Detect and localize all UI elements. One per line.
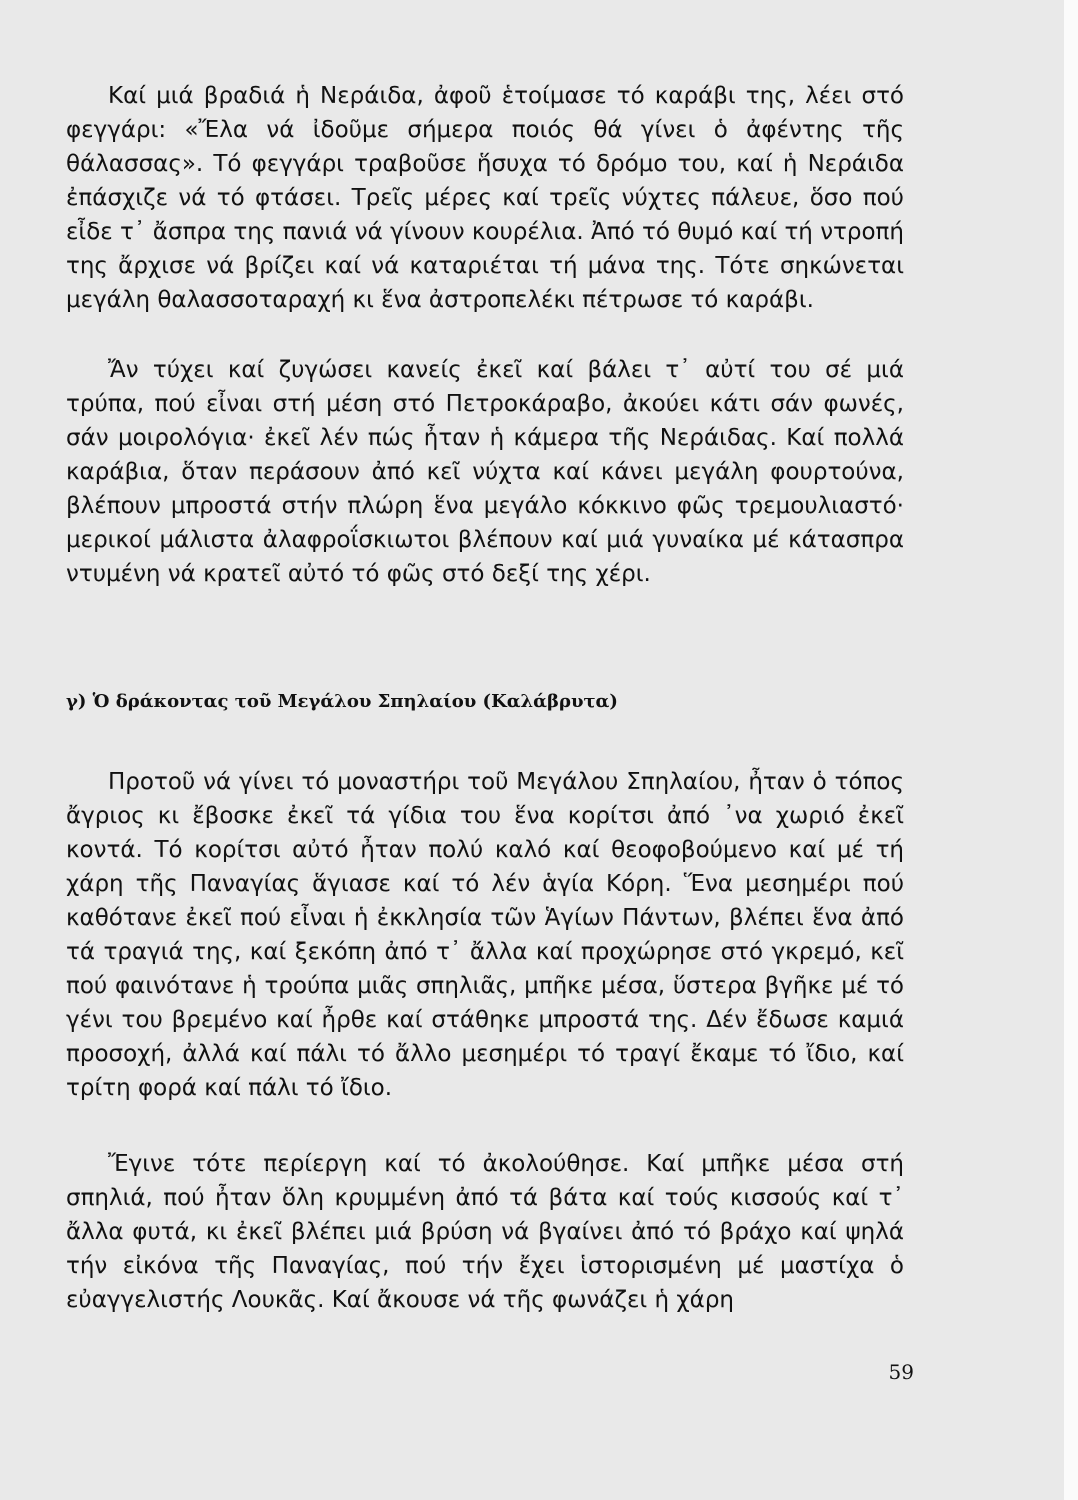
section-heading: γ) Ὁ δράκοντας τοῦ Μεγάλου Σπηλαίου (Καλάβρυτα) bbox=[66, 691, 618, 712]
paragraph-petrokaravo: Ἄν τύχει καί ζυγώσει κανείς ἐκεῖ καί βάλει τ᾿ αὐτί του σέ μιά τρύπα, πού εἶναι στή μέση στό Πετροκάραβο, ἀκούει κάτι σάν φωνές, σάν μοιρολόγια· ἐκεῖ λέν πώς ἦταν ἡ κάμερα τῆς Νεράιδας. Καί πολλά καράβια, ὅταν περάσουν ἀπό κεῖ νύχτα καί κάνει μεγάλη φουρτούνα, βλέπουν μπροστά στήν πλώρη ἕνα μεγάλο κόκκινο φῶς τρεμουλιαστό· μερικοί μάλιστα ἀλαφροΐσκιωτοι βλέπουν καί μιά γυναίκα μέ κάτασπρα ντυμένη νά κρατεῖ αὐτό τό φῶς στό δεξί της χέρι. bbox=[66, 357, 904, 587]
paragraph-cave-spring: Ἔγινε τότε περίεργη καί τό ἀκολούθησε. Καί μπῆκε μέσα στή σπηλιά, πού ἦταν ὅλη κρυμμένη ἀπό τά βάτα καί τούς κισσούς καί τ᾿ ἄλλα φυτά, κι ἐκεῖ βλέπει μιά βρύση νά βγαίνει ἀπό τό βράχο καί ψηλά τήν εἰκόνα τῆς Παναγίας, πού τήν ἔχει ἱστορισμένη μέ μαστίχα ὁ εὐαγγελιστής Λουκᾶς. Καί ἄκουσε νά τῆς φωνάζει ἡ χάρη bbox=[66, 1151, 904, 1313]
paragraph-neraida-ship: Καί μιά βραδιά ἡ Νεράιδα, ἀφοῦ ἑτοίμασε τό καράβι της, λέει στό φεγγάρι: «Ἔλα νά ἰδοῦμε σήμερα ποιός θά γίνει ὁ ἀφέντης τῆς θάλασσας». Τό φεγγάρι τραβοῦσε ἥσυχα τό δρόμο του, καί ἡ Νεράιδα ἐπάσχιζε νά τό φτάσει. Τρεῖς μέρες καί τρεῖς νύχτες πάλευε, ὅσο πού εἶδε τ᾿ ἄσπρα της πανιά νά γίνουν κουρέλια. Ἀπό τό θυμό καί τή ντροπή της ἄρχισε νά βρίζει καί νά καταριέται τή μάνα της. Τότε σηκώνεται μεγάλη θαλασσοταραχή κι ἕνα ἀστροπελέκι πέτρωσε τό καράβι. bbox=[66, 83, 904, 313]
paragraph-monastery-girl: Προτοῦ νά γίνει τό μοναστήρι τοῦ Μεγάλου Σπηλαίου, ἦταν ὁ τόπος ἄγριος κι ἔβοσκε ἐκεῖ τά γίδια του ἕνα κορίτσι ἀπό ᾿να χωριό ἐκεῖ κοντά. Τό κορίτσι αὐτό ἦταν πολύ καλό καί θεοφοβούμενο καί μέ τή χάρη τῆς Παναγίας ἅγιασε καί τό λέν ἁγία Κόρη. Ἕνα μεσημέρι πού καθότανε ἐκεῖ πού εἶναι ἡ ἐκκλησία τῶν Ἁγίων Πάντων, βλέπει ἕνα ἀπό τά τραγιά της, καί ξεκόπη ἀπό τ᾿ ἄλλα καί προχώρησε στό γκρεμό, κεῖ πού φαινότανε ἡ τρούπα μιᾶς σπηλιᾶς, μπῆκε μέσα, ὕστερα βγῆκε μέ τό γένι του βρεμένο καί ἦρθε καί στάθηκε μπροστά της. Δέν ἔδωσε καμιά προσοχή, ἀλλά καί πάλι τό ἄλλο μεσημέρι τό τραγί ἔκαμε τό ἴδιο, καί τρίτη φορά καί πάλι τό ἴδιο. bbox=[66, 769, 904, 1101]
page-edge bbox=[1064, 0, 1078, 1500]
page-number: 59 bbox=[888, 1360, 914, 1384]
